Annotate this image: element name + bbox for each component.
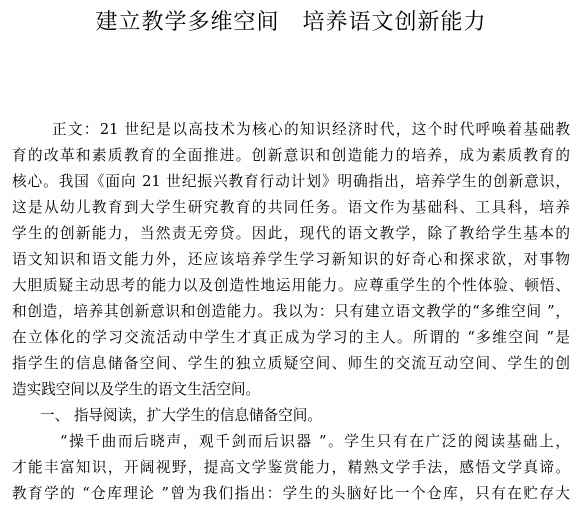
- section-heading: 一、 指导阅读，扩大学生的信息储备空间。: [40, 407, 322, 424]
- document-title: 建立教学多维空间 培养语文创新能力: [95, 10, 487, 35]
- paragraph-line: 这是从幼儿教育到大学生研究教育的共同任务。语文作为基础科、工具科，培养: [12, 199, 570, 216]
- paragraph-line: 语文知识和语文能力外，还应该培养学生学习新知识的好奇心和探求欲，对事物: [12, 251, 570, 268]
- page-edge: [578, 0, 582, 520]
- paragraph-line: 和创造，培养其创新意识和创造能力。我以为：只有建立语文教学的“多维空间 ”，: [12, 303, 570, 320]
- paragraph-line: 指学生的信息储备空间、学生的独立质疑空间、师生的交流互动空间、学生的创: [12, 355, 570, 372]
- document-body: [12, 117, 570, 507]
- paragraph-line: 育的改革和素质教育的全面推进。创新意识和创造能力的培养，成为素质教育的: [12, 147, 570, 164]
- paragraph-line: 教育学的 “仓库理论 ”曾为我们指出：学生的头脑好比一个仓库，只有在贮存大: [12, 485, 570, 502]
- paragraph-line: 正文：21 世纪是以高技术为核心的知识经济时代，这个时代呼唤着基础教: [52, 121, 570, 138]
- paragraph-line: 才能丰富知识，开阔视野，提高文学鉴赏能力，精熟文学手法，感悟文学真谛。: [12, 459, 570, 476]
- paragraph-line: 大胆质疑主动思考的能力以及创造性地运用能力。应尊重学生的个性体验、顿悟、: [12, 277, 570, 294]
- paragraph-line: 造实践空间以及学生的语文生活空间。: [12, 381, 261, 398]
- paragraph-line: “操千曲而后晓声，观千剑而后识器 ”。学生只有在广泛的阅读基础上，: [60, 433, 570, 450]
- paragraph-line: 学生的创新能力，当然责无旁贷。因此，现代的语文教学，除了教给学生基本的: [12, 225, 570, 242]
- paragraph-line: 在立体化的学习交流活动中学生才真正成为学习的主人。所谓的 “多维空间 ”是: [12, 329, 570, 346]
- paragraph-line: 核心。我国《面向 21 世纪振兴教育行动计划》明确指出，培养学生的创新意识，: [12, 173, 570, 190]
